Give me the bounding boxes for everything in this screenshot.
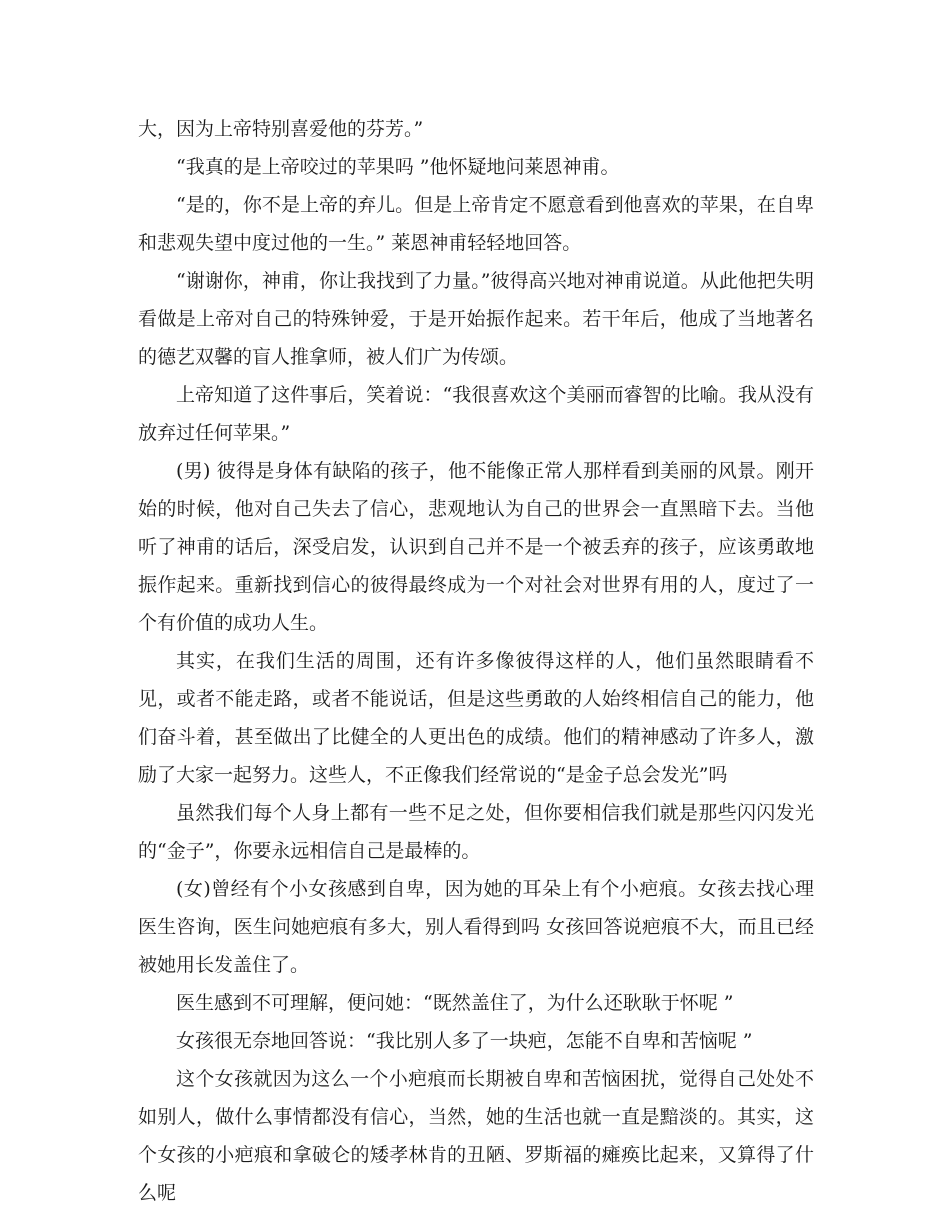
paragraph-7: 其实，在我们生活的周围，还有许多像彼得这样的人，他们虽然眼睛看不见，或者不能走路，或者不能说话，但是这些勇敢的人始终相信自己的能力，他们奋斗着，甚至做出了比健全的人更出色的成绩。他们的精神感动了许多人，激励了大家一起努力。这些人，不正像我们经常说的“是金子总会发光”吗 bbox=[138, 650, 814, 786]
document-body bbox=[138, 110, 814, 1212]
paragraph-10: 医生感到不可理解，便问她：“既然盖住了，为什么还耿耿于怀呢 ” bbox=[176, 992, 734, 1014]
paragraph-8: 虽然我们每个人身上都有一些不足之处，但你要相信我们就是那些闪闪发光的“金子”，你要永远相信自己是最棒的。 bbox=[138, 802, 814, 862]
paragraph-6: (男) 彼得是身体有缺陷的孩子，他不能像正常人那样看到美丽的风景。刚开始的时候，他对自己失去了信心，悲观地认为自己的世界会一直黑暗下去。当他听了神甫的话后，深受启发，认识到自己并不是一个被丢弃的孩子，应该勇敢地振作起来。重新找到信心的彼得最终成为一个对社会对世界有用的人，度过了一个有价值的成功人生。 bbox=[138, 460, 814, 634]
paragraph-11: 女孩很无奈地回答说：“我比别人多了一块疤，怎能不自卑和苦恼呢 ” bbox=[176, 1030, 753, 1052]
paragraph-3: “是的，你不是上帝的弃儿。但是上帝肯定不愿意看到他喜欢的苹果，在自卑和悲观失望中度过他的一生。” 莱恩神甫轻轻地回答。 bbox=[138, 194, 814, 254]
paragraph-12: 这个女孩就因为这么一个小疤痕而长期被自卑和苦恼困扰，觉得自己处处不如别人，做什么事情都没有信心，当然，她的生活也就一直是黯淡的。其实，这个女孩的小疤痕和拿破仑的矮孝林肯的丑陋、罗斯福的瘫痪比起来，又算得了什么呢 bbox=[138, 1068, 814, 1204]
paragraph-1: 大，因为上帝特别喜爱他的芬芳。” bbox=[138, 118, 424, 140]
paragraph-2: “我真的是上帝咬过的苹果吗 ”他怀疑地问莱恩神甫。 bbox=[176, 156, 620, 178]
paragraph-5: 上帝知道了这件事后，笑着说：“我很喜欢这个美丽而睿智的比喻。我从没有放弃过任何苹果。” bbox=[138, 384, 814, 444]
paragraph-9: (女)曾经有个小女孩感到自卑，因为她的耳朵上有个小疤痕。女孩去找心理医生咨询，医生问她疤痕有多大，别人看得到吗 女孩回答说疤痕不大，而且已经被她用长发盖住了。 bbox=[138, 878, 814, 976]
paragraph-4: “谢谢你，神甫，你让我找到了力量。”彼得高兴地对神甫说道。从此他把失明看做是上帝对自己的特殊钟爱，于是开始振作起来。若干年后，他成了当地著名的德艺双馨的盲人推拿师，被人们广为传颂。 bbox=[138, 270, 814, 368]
